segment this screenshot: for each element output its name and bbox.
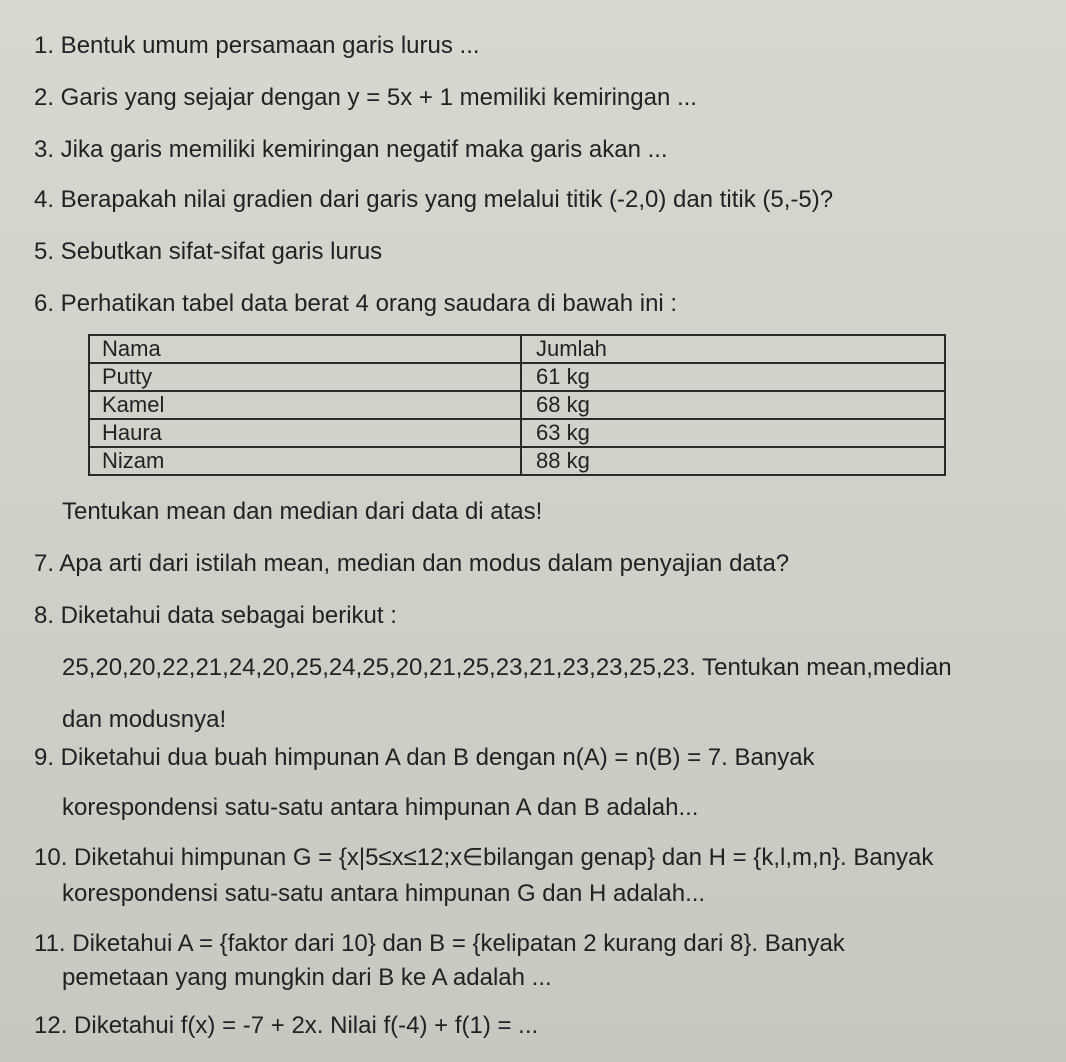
table-row: [89, 447, 945, 475]
table-row: [89, 419, 945, 447]
table-cell: 63 kg: [521, 419, 945, 447]
weight-table: [88, 334, 946, 476]
question-8: 8. Diketahui data sebagai berikut :: [34, 602, 397, 629]
question-4: 4. Berapakah nilai gradien dari garis yang melalui titik (-2,0) dan titik (5,-5)?: [34, 186, 834, 213]
table-header-cell: Nama: [89, 335, 521, 363]
question-9: 9. Diketahui dua buah himpunan A dan B dengan n(A) = n(B) = 7. Banyak: [34, 744, 815, 771]
question-2: 2. Garis yang sejajar dengan y = 5x + 1 memiliki kemiringan ...: [34, 84, 697, 111]
table-row: [89, 363, 945, 391]
table-header-cell: Jumlah: [521, 335, 945, 363]
question-10: 10. Diketahui himpunan G = {x|5≤x≤12;x∈bilangan genap} dan H = {k,l,m,n}. Banyak: [34, 844, 934, 871]
table-cell: Kamel: [89, 391, 521, 419]
table-cell: Nizam: [89, 447, 521, 475]
question-11-continuation: pemetaan yang mungkin dari B ke A adalah ...: [62, 964, 552, 991]
question-6: 6. Perhatikan tabel data berat 4 orang saudara di bawah ini :: [34, 290, 678, 317]
question-8-data: 25,20,20,22,21,24,20,25,24,25,20,21,25,23,21,23,23,25,23. Tentukan mean,median: [62, 654, 952, 681]
question-10-continuation: korespondensi satu-satu antara himpunan G dan H adalah...: [62, 880, 706, 907]
question-11: 11. Diketahui A = {faktor dari 10} dan B = {kelipatan 2 kurang dari 8}. Banyak: [34, 930, 845, 957]
question-6-instruction: Tentukan mean dan median dari data di atas!: [62, 498, 543, 525]
table-cell: Haura: [89, 419, 521, 447]
table-header-row: [89, 335, 945, 363]
table-cell: Putty: [89, 363, 521, 391]
question-7: 7. Apa arti dari istilah mean, median dan modus dalam penyajian data?: [34, 550, 790, 577]
question-5: 5. Sebutkan sifat-sifat garis lurus: [34, 238, 383, 265]
question-1: 1. Bentuk umum persamaan garis lurus ...: [34, 32, 480, 59]
question-12: 12. Diketahui f(x) = -7 + 2x. Nilai f(-4) + f(1) = ...: [34, 1012, 539, 1039]
table-row: [89, 391, 945, 419]
question-9-continuation: korespondensi satu-satu antara himpunan A dan B adalah...: [62, 794, 699, 821]
table-cell: 68 kg: [521, 391, 945, 419]
question-8-continuation: dan modusnya!: [62, 706, 227, 733]
table-cell: 61 kg: [521, 363, 945, 391]
table-cell: 88 kg: [521, 447, 945, 475]
question-3: 3. Jika garis memiliki kemiringan negatif maka garis akan ...: [34, 136, 668, 163]
